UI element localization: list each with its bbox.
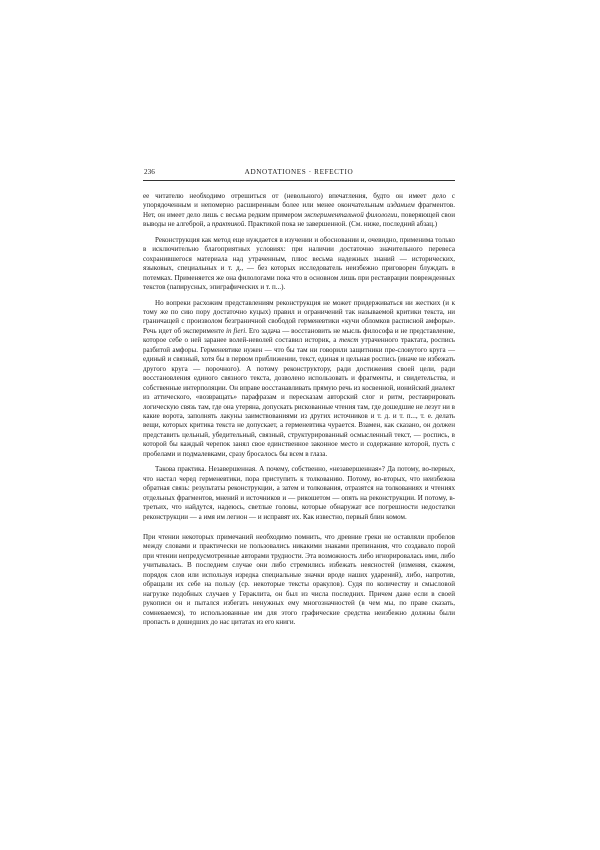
running-title: ADNOTATIONES · REFECTIO (244, 168, 354, 176)
paragraph-1: Реконструкция как метод еще нуждается в изучении и обосновании и, очевидно, применима только в исключительно благоприятных условиях: при наличии достаточно значительного перевеса сохранившегося материала над утраченным, плюс весьма надежных знаний — исторических, языковых, специальных и т. д., — без которых исследователь неизбежно приговорен блуждать в потемках. Применяется же она филологами пока что в основном лишь при реставрации поврежденных текстов (папирусных, эпиграфических и т. п...). (143, 235, 455, 292)
running-header (143, 168, 455, 181)
paragraph-2: Но вопреки расхожим представлениям реконструкция не может придерживаться ни жестких (и к тому же по сию пору достаточно куцых) правил и ограничений так называемой критики текста, ни граничащей с произволом безграничной свободой герменевтики «кучи обломков расписной амфоры». Речь идет об эксперименте in fieri. Его задача — восстановить не мысль философа и не представление, которое себе о ней заранее волей-неволей составил историк, а текст утраченного трактата, роспись разбитой амфоры. Герменевтике нужен — что бы там ни говорили защитники пре-словутого круга — единый и связный, хотя бы в первом приближении, текст, единая и цельная роспись (иначе не избежать другого круга — порочного). А потому реконструктору, ради достижения своей цели, ради восстановления единого связного текста, дозволено использовать и фрагменты, и свидетельства, и собственные интерполяции. Он вправе восстанавливать прямую речь из косвенной, ионийский диалект из аттического, «возвращать» парафразам и пересказам авторский слог и ритм, реставрировать логическую связь там, где она утеряна, допускать рискованные чтения там, где дошедшие не лезут ни в какие ворота, заполнять лакуны заимствованиями из других источников и т. д. и т. п..., т. е. делать вещи, которых критика текста не допускает, а герменевтика чурается. Взамен, как сказано, он должен представить цельный, убедительный, связный, структурированный осмысленный текст, — роспись, в которой бы каждый черепок занял свое единственное законное место и содержание которой, пусть с пробелами и подмалевками, сразу бросалось бы всем в глаза. (143, 298, 455, 458)
paragraph-4: При чтении некоторых примечаний необходимо помнить, что древние греки не оставляли пробелов между словами и практически не пользовались никакими знаками препинания, что создавало порой при чтении непредусмотренные авторами трудности. Эта возможность либо игнорировалась ими, либо учитывалась. В последнем случае они либо стремились избежать неясностей (изменяя, скажем, порядок слов или используя изредка специальные значки вроде наших ударений), либо, напротив, обращали их себе на пользу (ср. некоторые тексты оракулов). Судя по количеству и смысловой нагрузке подобных случаев у Гераклита, он был из числа последних. Причем даже если в своей рукописи он и пытался избегать ненужных ему многозначностей (в чем мы, по праве сказать, сомневаемся), то использованные им для этого графические средства неизбежно должны были пропасть в дошедших до нас цитатах из его книги. (143, 532, 455, 627)
paragraph-3: Такова практика. Незавершенная. А почему, собственно, «незавершенная»? Да потому, во-первых, что настал черед герменевтики, пора приступить к толкованию. Потому, во-вторых, что неизбежна обратная связь: результаты реконструкции, а затем и толкования, отразятся на толкованиях и чтениях отдельных фрагментов, мнений и источников и — рикошетом — опять на реконструкции. И потому, в-третьих, что найдутся, надеюсь, светлые головы, которые обнаружат все погрешности недостатки реконструкции — а имя им легион — и исправят их. Как известно, первый блин комом. (143, 465, 455, 521)
paragraph-0: ее читателю необходимо отрешиться от (невольного) впечатления, будто он имеет дело с упорядоченным и непомерно расширенным более или менее окончательным изданием фрагментов. Нет, он имеет дело лишь с весьма редким примером экспериментальной филологии, поверяющей свои выводы не алгеброй, а практикой. Практикой пока не завершенной. (См. ниже, последний абзац.) (143, 192, 455, 229)
page-number: 236 (144, 168, 155, 176)
body-text (143, 192, 455, 627)
